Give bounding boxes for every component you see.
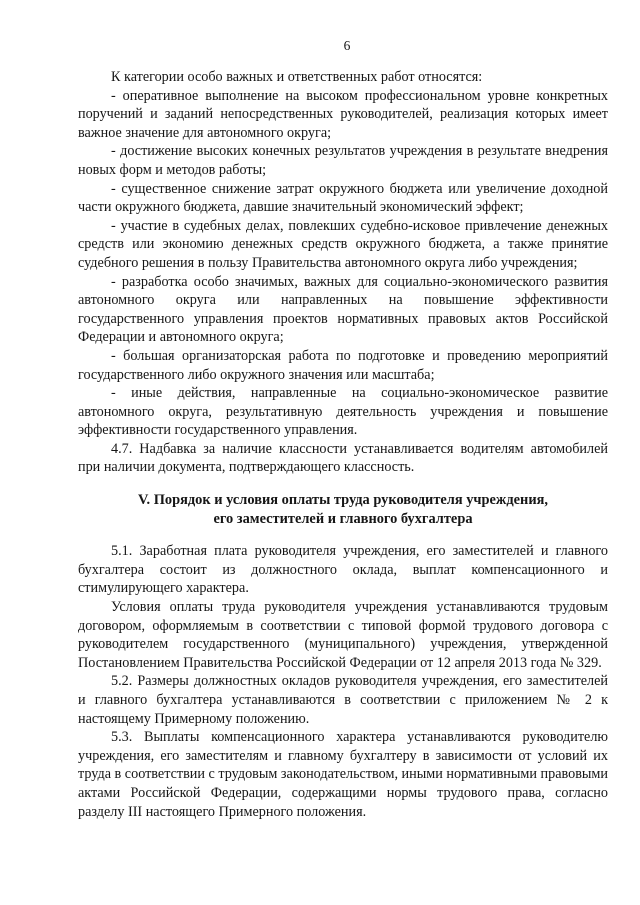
paragraph-employment-contract-terms: Условия оплаты труда руководителя учреждения устанавливаются трудовым договором, оформляемым в соответствии с типовой формой трудового договора с руководителем государственного (муниципального) учреждения, утвержденной Постановлением Правительства Российской Федерации от 12 апреля 2013 года № 329. [78, 599, 608, 671]
section-heading-line-2: его заместителей и главного бухгалтера [213, 510, 473, 527]
list-item-operational-execution: - оперативное выполнение на высоком профессиональном уровне конкретных поручений и заданий непосредственных руководителей, реализация которых имеет важное значение для автономного округа; [78, 87, 608, 141]
section-heading-line-1: V. Порядок и условия оплаты труда руководителя учреждения, [137, 492, 549, 509]
paragraph-5-3-compensation-payments: 5.3. Выплаты компенсационного характера устанавливаются руководителю учреждения, его заместителям и главному бухгалтеру в зависимости от условий их труда в соответствии с трудовым законодательством, иными нормативными правовыми актами Российской Федерации, содержащими нормы трудового права, согласно разделу III настоящего Примерного положения. [78, 729, 608, 820]
list-item-other-actions: - иные действия, направленные на социально-экономическое развитие автономного округа, результативную деятельность учреждения и повышение эффективности государственного управления. [78, 385, 608, 439]
paragraph-important-works-intro: К категории особо важных и ответственных работ относятся: [111, 69, 483, 85]
document-page [78, 38, 608, 821]
page-number: 6 [343, 38, 351, 53]
list-item-court-cases: - участие в судебных делах, повлекших судебно-исковое привлечение денежных средств или экономию денежных средств окружного бюджета, а также принятие судебного решения в пользу Правительства автономного округа либо учреждения; [78, 217, 608, 271]
list-item-legal-acts-development: - разработка особо значимых, важных для социально-экономического развития автономного округа или направленных на повышение эффективности государственного управления проектов нормативных правовых актов Российской Федерации и автономного округа; [78, 273, 608, 346]
paragraph-4-7-class-bonus: 4.7. Надбавка за наличие классности устанавливается водителям автомобилей при наличии документа, подтверждающего классность. [78, 440, 608, 476]
list-item-high-results: - достижение высоких конечных результатов учреждения в результате внедрения новых форм и методов работы; [78, 143, 608, 178]
paragraph-5-1-salary-composition: 5.1. Заработная плата руководителя учреждения, его заместителей и главного бухгалтера состоит из должностного оклада, выплат компенсационного и стимулирующего характера. [78, 543, 608, 597]
list-item-budget-savings: - существенное снижение затрат окружного бюджета или увеличение доходной части окружного бюджета, давшие значительный экономический эффект; [78, 180, 608, 216]
paragraph-5-2-salary-sizes: 5.2. Размеры должностных окладов руководителя учреждения, его заместителей и главного бухгалтера устанавливаются в соответствии с приложением № 2 к настоящему Примерному положению. [78, 673, 608, 727]
list-item-organizational-work: - большая организаторская работа по подготовке и проведению мероприятий государственного либо окружного значения или масштаба; [78, 347, 608, 383]
section-v-heading [78, 491, 608, 528]
